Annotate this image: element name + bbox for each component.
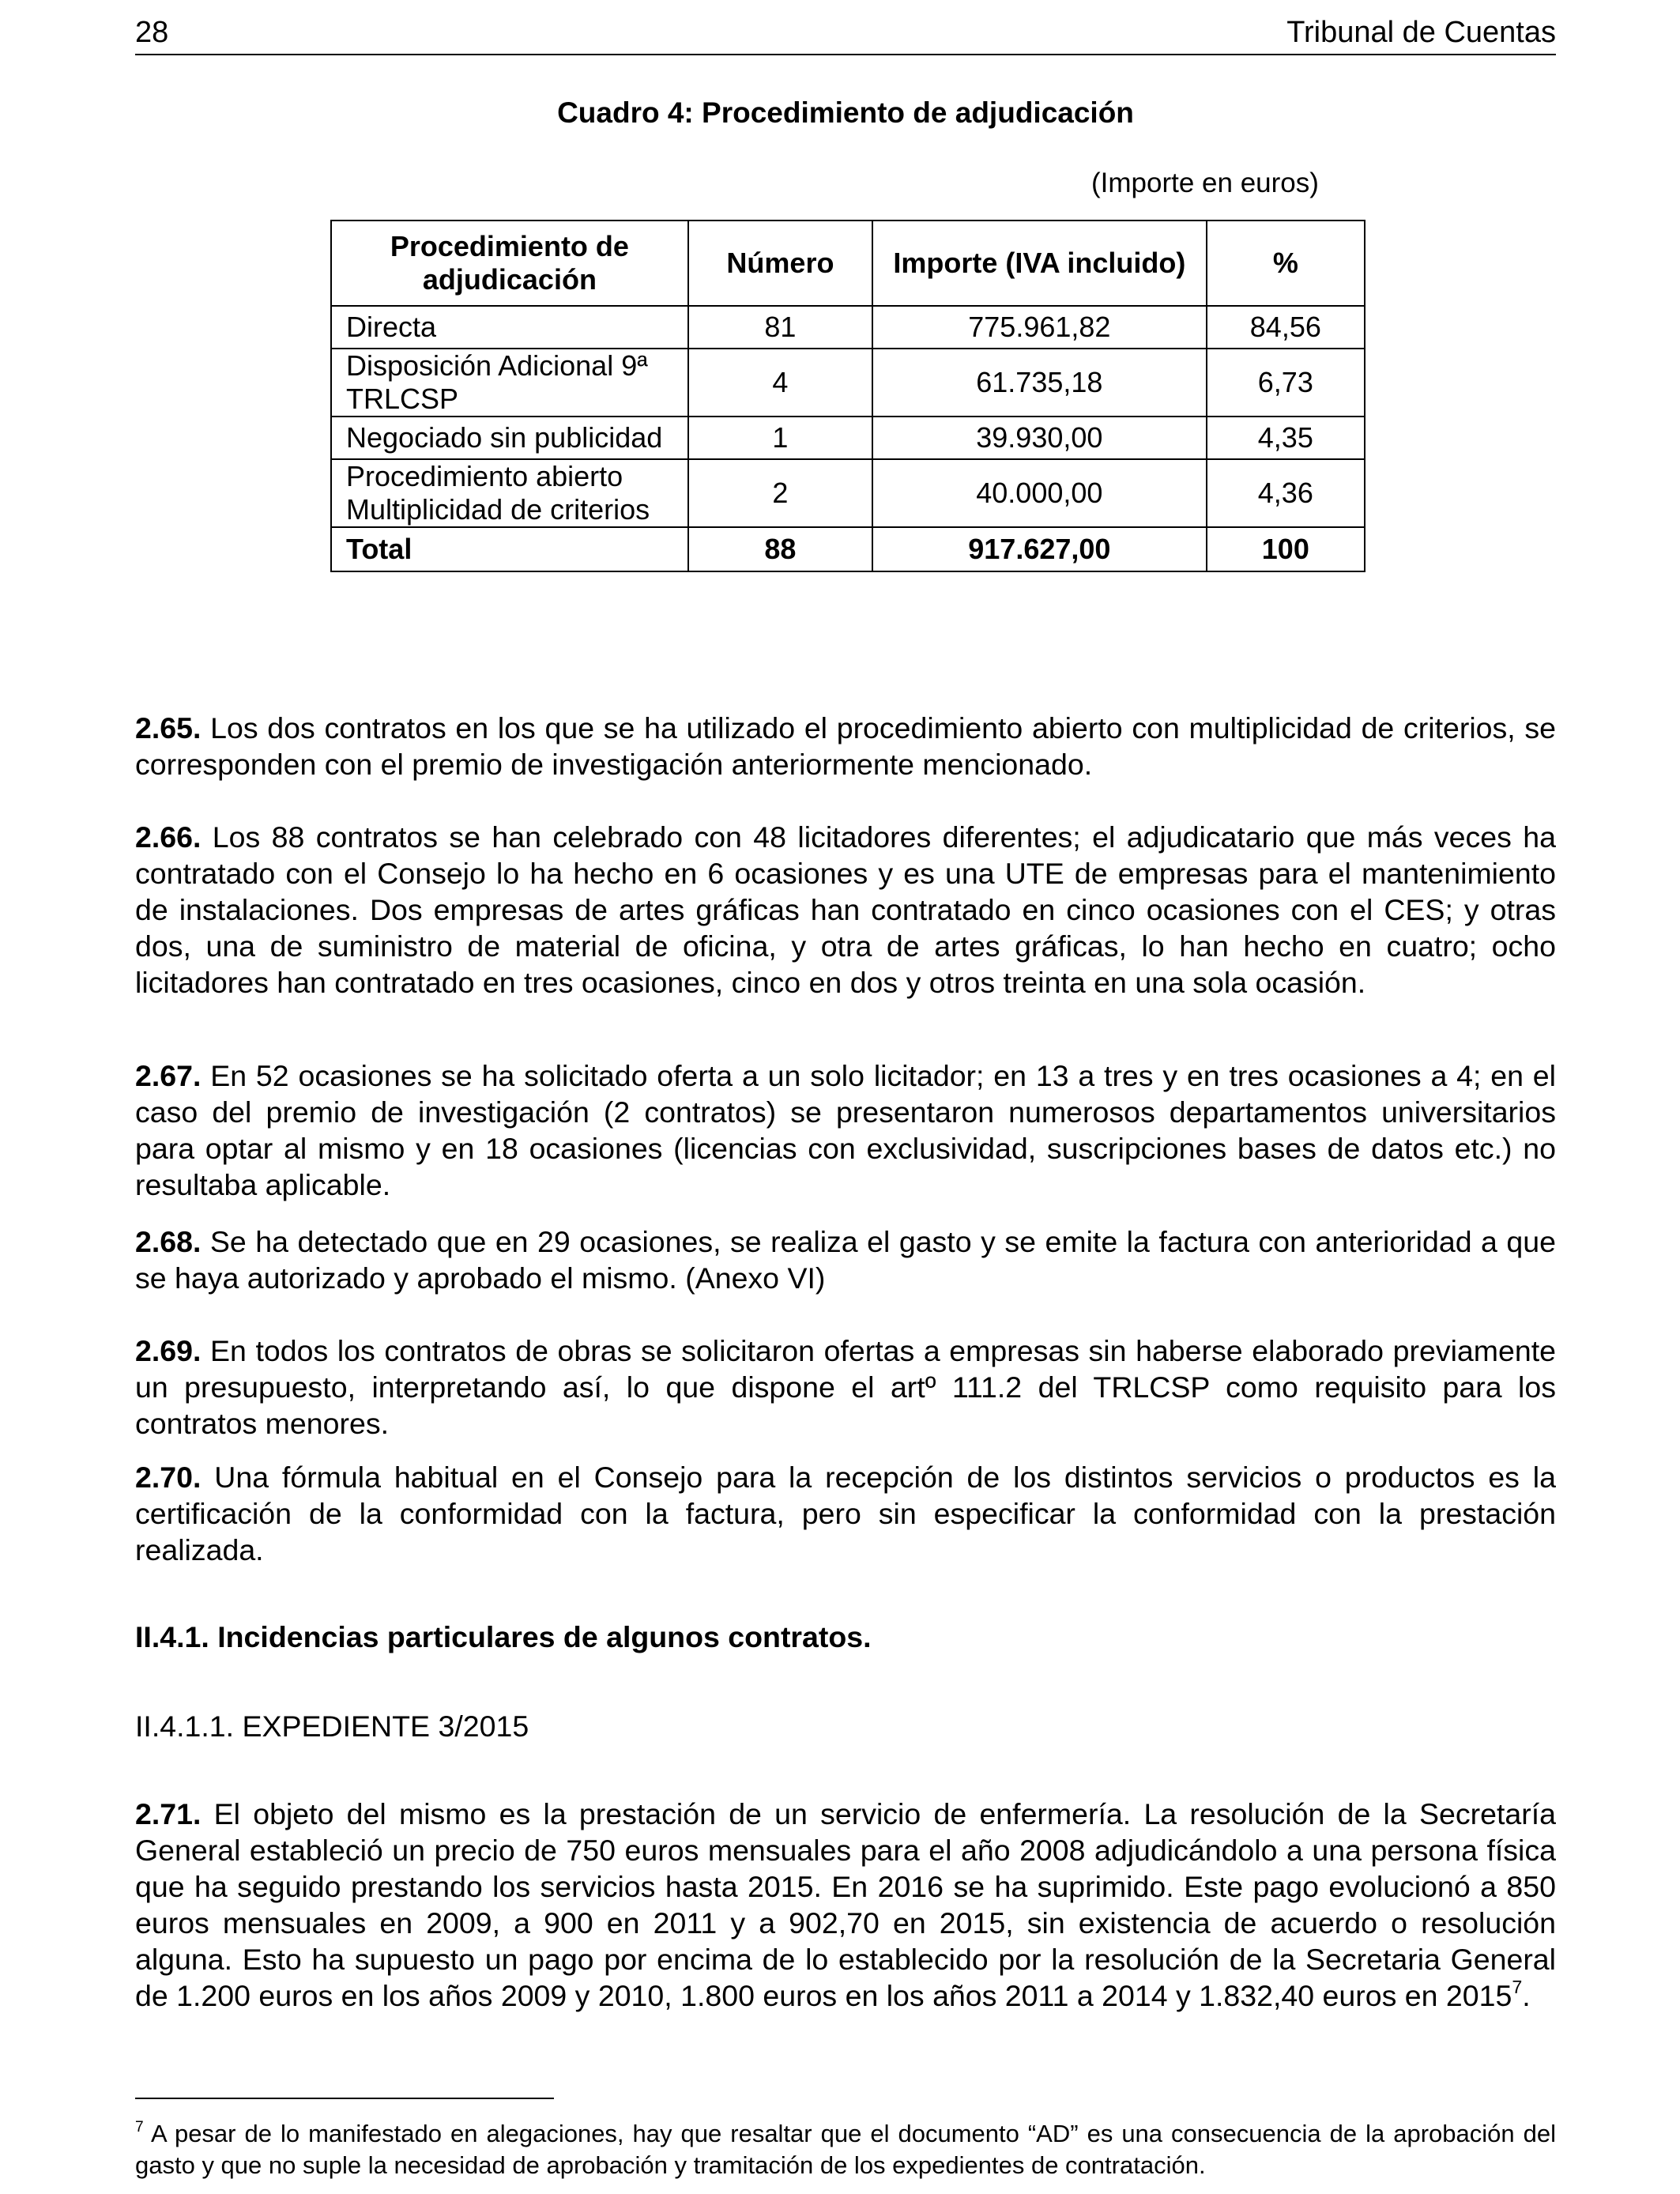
table-cell: Directa: [331, 306, 688, 349]
table-cell: 2: [688, 459, 872, 527]
paragraph-2-68: [135, 1223, 1556, 1296]
paragraph-number: 2.67.: [135, 1059, 202, 1092]
footnote-separator: [135, 2098, 554, 2099]
paragraph-end: .: [1522, 1979, 1531, 2012]
page-header: [135, 14, 1556, 55]
table-cell: 39.930,00: [872, 417, 1207, 459]
paragraph-text: En 52 ocasiones se ha solicitado oferta a un solo licitador; en 13 a tres y en tres ocasiones a 4; en el caso del premio de investigación (2 contratos) se presentaron numerosos departamentos universitarios para optar al mismo y en 18 ocasiones (licencias con exclusividad, suscripciones bases de datos etc.) no resultaba aplicable.: [135, 1059, 1556, 1201]
paragraph-number: 2.71.: [135, 1797, 202, 1830]
footnote-reference[interactable]: 7: [1512, 1977, 1523, 1998]
paragraph-number: 2.65.: [135, 711, 202, 745]
paragraph-text: Los 88 contratos se han celebrado con 48 licitadores diferentes; el adjudicatario que más veces ha contratado con el Consejo lo ha hecho en 6 ocasiones y es una UTE de empresas para el mantenimiento de instalaciones. Dos empresas de artes gráficas han contratado en cinco ocasiones con el CES; y otras dos, una de suministro de material de oficina, y otra de artes gráficas, lo han hecho en cuatro; ocho licitadores han contratado en tres ocasiones, cinco en dos y otros treinta en una sola ocasión.: [135, 820, 1556, 999]
column-header: %: [1207, 221, 1365, 306]
paragraph-text: Una fórmula habitual en el Consejo para la recepción de los distintos servicios o productos es la certificación de la conformidad con la factura, pero sin especificar la conformidad con la prestación realizada.: [135, 1461, 1556, 1566]
adjudication-table: [330, 220, 1365, 572]
paragraph-text: El objeto del mismo es la prestación de un servicio de enfermería. La resolución de la Secretaría General estableció un precio de 750 euros mensuales para el año 2008 adjudicándolo a una persona física que ha seguido prestando los servicios hasta 2015. En 2016 se ha suprimido. Este pago evolucionó a 850 euros mensuales en 2009, a 900 en 2011 y a 902,70 en 2015, sin existencia de acuerdo o resolución alguna. Esto ha supuesto un pago por encima de lo establecido por la resolución de la Secretaria General de 1.200 euros en los años 2009 y 2010, 1.800 euros en los años 2011 a 2014 y 1.832,40 euros en 2015: [135, 1797, 1556, 2012]
table-cell: 100: [1207, 527, 1365, 571]
table-total-row: [331, 527, 1365, 571]
paragraph-2-67: [135, 1057, 1556, 1203]
table-cell: 4,35: [1207, 417, 1365, 459]
table-row: [331, 417, 1365, 459]
table-cell: 4,36: [1207, 459, 1365, 527]
table-cell: 88: [688, 527, 872, 571]
header-organization: Tribunal de Cuentas: [1286, 16, 1556, 49]
table-cell: Total: [331, 527, 688, 571]
table-caption: Cuadro 4: Procedimiento de adjudicación: [557, 96, 1134, 129]
paragraph-number: 2.68.: [135, 1225, 202, 1258]
column-header: Procedimiento de adjudicación: [331, 221, 688, 306]
table-row: [331, 306, 1365, 349]
footnote: [135, 2118, 1556, 2181]
table-cell: 917.627,00: [872, 527, 1207, 571]
paragraph-number: 2.69.: [135, 1334, 202, 1367]
paragraph-2-69: [135, 1333, 1556, 1442]
table-cell: Disposición Adicional 9ª TRLCSP: [331, 349, 688, 417]
paragraph-number: 2.66.: [135, 820, 202, 854]
paragraph-2-70: [135, 1459, 1556, 1568]
table-cell: Negociado sin publicidad: [331, 417, 688, 459]
paragraph-number: 2.70.: [135, 1461, 202, 1494]
paragraph-2-65: [135, 710, 1556, 782]
column-header: Importe (IVA incluido): [872, 221, 1207, 306]
paragraph-2-71: [135, 1796, 1556, 2014]
column-header: Número: [688, 221, 872, 306]
section-heading: II.4.1. Incidencias particulares de algunos contratos.: [135, 1620, 872, 1653]
subsection-heading: II.4.1.1. EXPEDIENTE 3/2015: [135, 1710, 529, 1743]
page-number: 28: [135, 16, 169, 49]
table-cell: Procedimiento abierto Multiplicidad de criterios: [331, 459, 688, 527]
table-cell: 61.735,18: [872, 349, 1207, 417]
table-row: [331, 349, 1365, 417]
table-cell: 40.000,00: [872, 459, 1207, 527]
table-cell: 6,73: [1207, 349, 1365, 417]
table-header-row: [331, 221, 1365, 306]
paragraph-text: En todos los contratos de obras se solicitaron ofertas a empresas sin haberse elaborado previamente un presupuesto, interpretando así, lo que dispone el artº 111.2 del TRLCSP como requisito para los contratos menores.: [135, 1334, 1556, 1440]
paragraph-2-66: [135, 819, 1556, 1001]
table-row: [331, 459, 1365, 527]
table-unit-note: (Importe en euros): [1091, 168, 1319, 198]
table-cell: 1: [688, 417, 872, 459]
table-cell: 4: [688, 349, 872, 417]
paragraph-text: Se ha detectado que en 29 ocasiones, se realiza el gasto y se emite la factura con anterioridad a que se haya autorizado y aprobado el mismo. (Anexo VI): [135, 1225, 1556, 1295]
table-cell: 775.961,82: [872, 306, 1207, 349]
paragraph-text: Los dos contratos en los que se ha utilizado el procedimiento abierto con multiplicidad de criterios, se corresponden con el premio de investigación anteriormente mencionado.: [135, 711, 1556, 781]
footnote-text: A pesar de lo manifestado en alegaciones, hay que resaltar que el documento “AD” es una consecuencia de la aprobación del gasto y que no suple la necesidad de aprobación y tramitación de los expedientes de contratación.: [135, 2120, 1556, 2179]
footnote-mark: 7: [135, 2118, 144, 2136]
table-cell: 81: [688, 306, 872, 349]
table-cell: 84,56: [1207, 306, 1365, 349]
